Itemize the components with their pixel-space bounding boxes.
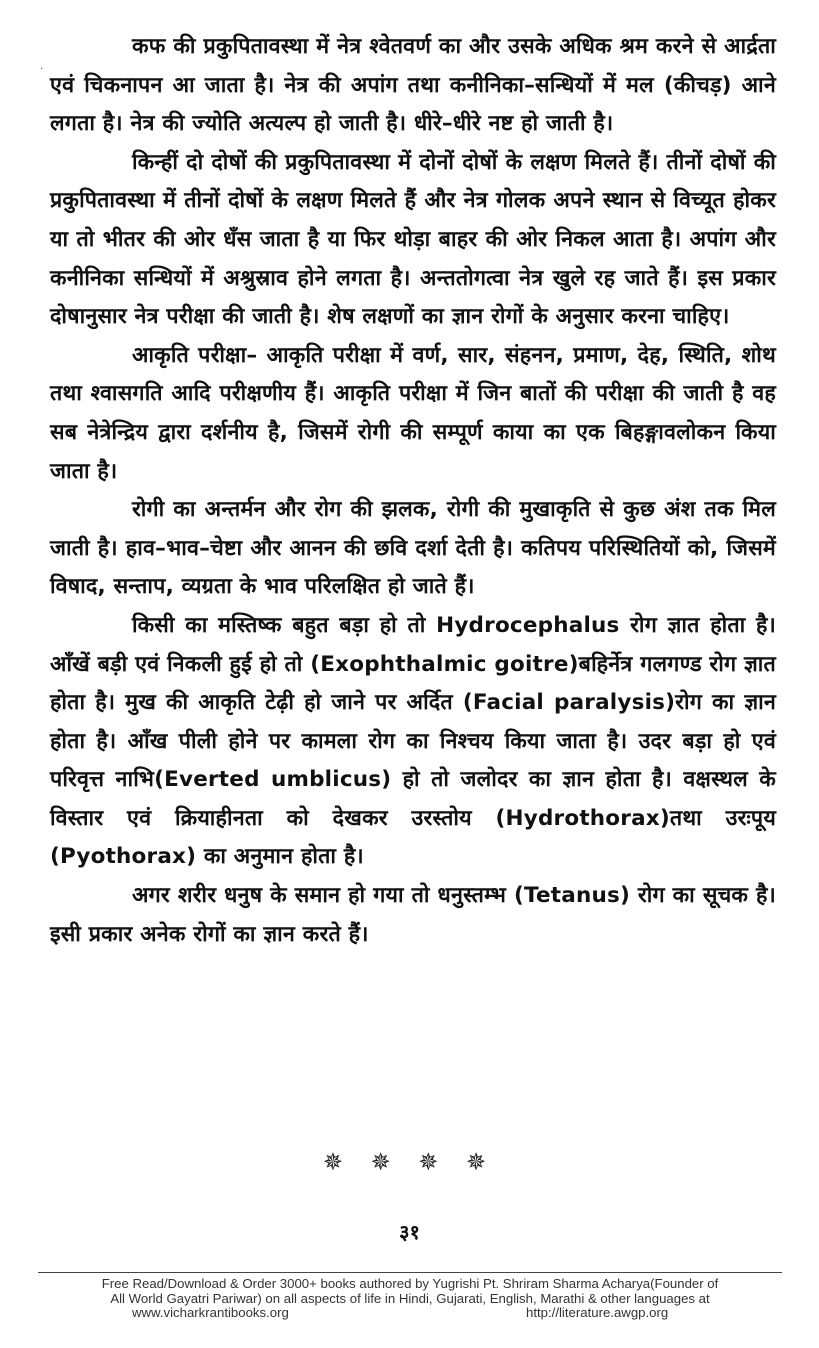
paragraph-disease-signs: किसी का मस्तिष्क बहुत बड़ा हो तो Hydrocephalus रोग ज्ञात होता है। आँखें बड़ी एवं निकली हुई हो तो (Exophthalmic goitre)बहिर्नेत्र गलगण्ड रोग ज्ञात होता है। मुख की आकृति टेढ़ी हो जाने पर अर्दित (Facial paralysis)रोग का ज्ञान होता है। आँख पीली होने पर कामला रोग का निश्चय किया जाता है। उदर बड़ा हो एवं परिवृत्त नाभि(Everted umblicus) हो तो जलोदर का ज्ञान होता है। वक्षस्थल के विस्तार एवं क्रियाहीनता को देखकर उरस्तोय (Hydrothorax)तथा उरःपूय (Pyothorax) का अनुमान होता है।: [50, 612, 776, 870]
paragraph-aakriti-pariksha: आकृति परीक्षा– आकृति परीक्षा में वर्ण, सार, संहनन, प्रमाण, देह, स्थिति, शोथ तथा श्वासगति आदि परीक्षणीय हैं। आकृति परीक्षा में जिन बातों की परीक्षा की जाती है वह सब नेत्रेन्द्रिय द्वारा दर्शनीय है, जिसमें रोगी की सम्पूर्ण काया का एक बिहङ्गावलोकन किया जाता है।: [50, 342, 776, 484]
paragraph-dosha-eye: किन्हीं दो दोषों की प्रकुपितावस्था में दोनों दोषों के लक्षण मिलते हैं। तीनों दोषों की प्रकुपितावस्था में तीनों दोषों के लक्षण मिलते हैं और नेत्र गोलक अपने स्थान से विच्यूत होकर या तो भीतर की ओर धँस जाता है या फिर थोड़ा बाहर की ओर निकल आता है। अपांग और कनीनिका सन्धियों में अश्रुस्राव होने लगता है। अन्ततोगत्वा नेत्र खुले रह जाते हैं। इस प्रकार दोषानुसार नेत्र परीक्षा की जाती है। शेष लक्षणों का ज्ञान रोगों के अनुसार करना चाहिए।: [50, 149, 776, 330]
stray-ink-mark: ·: [40, 64, 44, 75]
footer-link-vicharkranti[interactable]: www.vicharkrantibooks.org: [132, 1305, 289, 1320]
footer-divider: [38, 1272, 782, 1273]
page-number: ३१: [399, 1220, 420, 1244]
page-body: [50, 28, 776, 954]
footer-line-1: Free Read/Download & Order 3000+ books authored by Yugrishi Pt. Shriram Sharma Acharya(Founder of: [101, 1276, 719, 1291]
footer-line-2: All World Gayatri Pariwar) on all aspects of life in Hindi, Gujarati, English, Marathi & other languages at: [110, 1290, 710, 1306]
footer: [38, 1277, 782, 1321]
paragraph-facial-expression: रोगी का अन्तर्मन और रोग की झलक, रोगी की मुखाकृति से कुछ अंश तक मिल जाती है। हाव–भाव–चेष्टा और आनन की छवि दर्शा देती है। कतिपय परिस्थितियों को, जिसमें विषाद, सन्ताप, व्यग्रता के भाव परिलक्षित हो जाते हैं।: [50, 497, 776, 600]
footer-link-literature[interactable]: http://literature.awgp.org: [526, 1305, 669, 1320]
footer-links: [38, 1306, 782, 1321]
paragraph-tetanus: अगर शरीर धनुष के समान हो गया तो धनुस्तम्भ (Tetanus) रोग का सूचक है। इसी प्रकार अनेक रोगों का ज्ञान करते हैं।: [50, 883, 776, 947]
paragraph-kapha-eye: कफ की प्रकुपितावस्था में नेत्र श्वेतवर्ण का और उसके अधिक श्रम करने से आर्द्रता एवं चिकनापन आ जाता है। नेत्र की अपांग तथा कनीनिका–सन्धियों में मल (कीचड़) आने लगता है। नेत्र की ज्योति अत्यल्प हो जाती है। धीरे–धीरे नष्ट हो जाती है।: [50, 34, 776, 137]
section-ornament: ✵ ✵ ✵ ✵: [322, 1148, 497, 1176]
